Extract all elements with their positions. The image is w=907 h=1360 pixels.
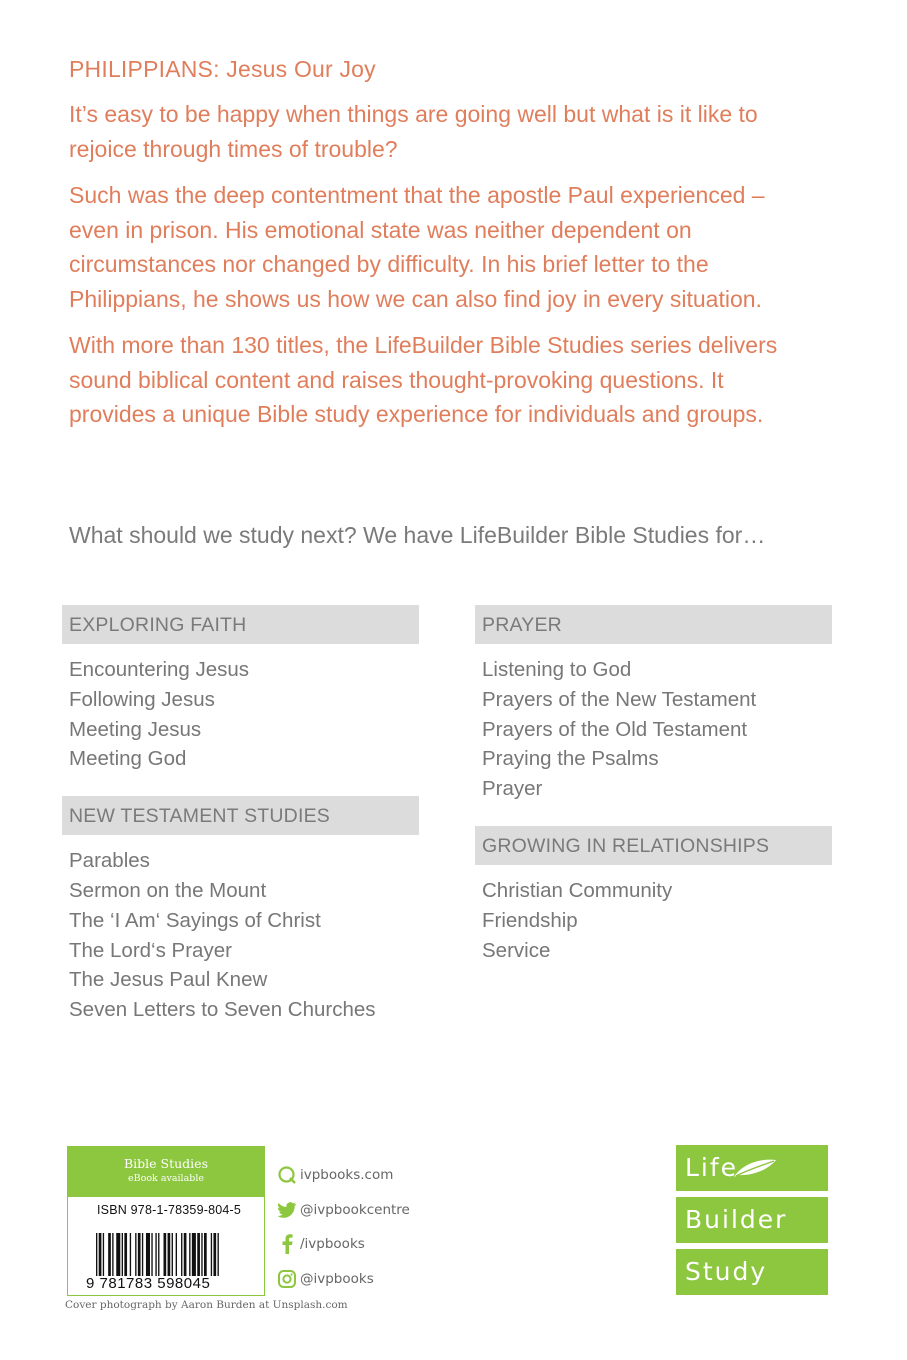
intro-paragraph-2: Such was the deep contentment that the apostle Paul experienced – even in prison. His emotional state was neither dependent on circumstances nor changed by difficulty. In his brief letter to the Philippians, he shows us how we can also find joy in every situation.: [69, 182, 765, 312]
barcode-stripe: [151, 1233, 152, 1276]
website-icon: [276, 1164, 298, 1186]
title-list: [62, 835, 419, 1025]
facebook-text: /ivpbooks: [300, 1236, 365, 1253]
logo-block-life: [676, 1145, 828, 1191]
barcode-stripe: [197, 1233, 200, 1276]
barcode-stripe: [213, 1233, 216, 1276]
list-item: Listening to God: [482, 658, 632, 681]
barcode-stripe: [204, 1233, 207, 1276]
logo-block-study: [676, 1249, 828, 1295]
list-item: The Lord‘s Prayer: [69, 938, 232, 962]
lifebuilder-logo: [676, 1145, 828, 1301]
facebook-link[interactable]: [276, 1227, 410, 1262]
title-list: [475, 644, 832, 804]
logo-block-builder: [676, 1197, 828, 1243]
barcode-stripe: [211, 1233, 212, 1276]
photo-credit: Cover photograph by Aaron Burden at Unsplash.com: [65, 1299, 348, 1311]
logo-word-life: Life: [685, 1153, 739, 1182]
list-item: Prayers of the New Testament: [482, 687, 757, 711]
category-heading: GROWING IN RELATIONSHIPS: [475, 826, 832, 865]
barcode-panel: [67, 1146, 265, 1296]
ebook-label: eBook available: [128, 1173, 204, 1184]
intro-paragraph-3: With more than 130 titles, the LifeBuilder Bible Studies series delivers sound biblical content and raises thought-provoking questions. It provides a unique Bible study experience for individuals and groups.: [69, 332, 778, 427]
logo-word-builder: Builder: [685, 1205, 788, 1234]
twitter-icon: [276, 1199, 298, 1221]
barcode-stripe: [192, 1233, 196, 1276]
barcode-image: [96, 1233, 258, 1276]
website-text: ivpbooks.com: [300, 1167, 394, 1184]
list-item: Parables: [69, 849, 150, 873]
list-item: Christian Community: [482, 878, 673, 902]
barcode-stripe: [122, 1233, 123, 1276]
barcode-stripe: [155, 1233, 156, 1276]
facebook-icon: [276, 1233, 298, 1255]
barcode-stripe: [181, 1233, 182, 1276]
title-list: [475, 865, 832, 965]
category-heading: EXPLORING FAITH: [62, 605, 419, 644]
website-link[interactable]: [276, 1158, 410, 1193]
instagram-link[interactable]: [276, 1262, 410, 1297]
list-item: Meeting Jesus: [69, 717, 202, 741]
left-column: [62, 605, 419, 1047]
twitter-text: @ivpbookcentre: [300, 1201, 410, 1218]
barcode-stripe: [99, 1233, 102, 1276]
barcode-stripe: [176, 1233, 177, 1276]
barcode-stripe: [124, 1233, 127, 1276]
bible-studies-label: Bible Studies: [123, 1156, 208, 1171]
book-title: PHILIPPIANS: Jesus Our Joy: [69, 56, 376, 82]
social-links: [276, 1158, 410, 1296]
barcode-stripe: [138, 1233, 141, 1276]
logo-word-study: Study: [685, 1257, 768, 1286]
right-column: [475, 605, 832, 987]
barcode-stripe: [189, 1233, 190, 1276]
barcode-stripe: [116, 1233, 120, 1276]
list-item: The ‘I Am‘ Sayings of Christ: [69, 908, 321, 932]
barcode-stripe: [158, 1233, 159, 1276]
list-item: Prayers of the Old Testament: [482, 717, 748, 741]
barcode-stripe: [130, 1233, 131, 1276]
barcode-stripe: [172, 1233, 173, 1276]
barcode-stripe: [103, 1233, 104, 1276]
twitter-link[interactable]: [276, 1193, 410, 1228]
instagram-icon: [276, 1268, 298, 1290]
barcode-stripe: [142, 1233, 143, 1276]
barcode-stripe: [164, 1233, 167, 1276]
category-relationships: [475, 826, 832, 965]
category-new-testament: [62, 796, 419, 1025]
barcode-stripe: [96, 1233, 97, 1276]
next-prompt: What should we study next? We have LifeBuilder Bible Studies for…: [69, 522, 766, 548]
instagram-text: @ivpbooks: [300, 1270, 374, 1287]
list-item: Prayer: [482, 777, 543, 801]
barcode-stripe: [168, 1233, 171, 1276]
list-item: Seven Letters to Seven Churches: [69, 998, 376, 1022]
list-item: Following Jesus: [69, 687, 215, 711]
barcode-stripe: [146, 1233, 150, 1276]
title-list: [62, 644, 419, 774]
category-heading: PRAYER: [475, 605, 832, 644]
barcode-stripe: [201, 1233, 202, 1276]
list-item: Praying the Psalms: [482, 747, 659, 771]
barcode-stripe: [218, 1233, 219, 1276]
barcode-label-band: [68, 1147, 264, 1197]
category-prayer: [475, 605, 832, 804]
barcode-stripe: [112, 1233, 113, 1276]
list-item: Friendship: [482, 908, 578, 932]
intro-paragraph-1: It’s easy to be happy when things are going well but what is it like to rejoice through times of trouble?: [69, 101, 758, 162]
barcode-digits: 9 781783 598045: [86, 1275, 211, 1292]
list-item: Meeting God: [69, 747, 187, 771]
barcode-stripe: [135, 1233, 136, 1276]
barcode-stripe: [108, 1233, 111, 1276]
list-item: Encountering Jesus: [69, 658, 250, 681]
list-item: Sermon on the Mount: [69, 878, 267, 902]
barcode-stripe: [184, 1233, 187, 1276]
list-item: Service: [482, 938, 551, 962]
category-heading: NEW TESTAMENT STUDIES: [62, 796, 419, 835]
leaf-icon: [732, 1156, 778, 1180]
list-item: The Jesus Paul Knew: [69, 968, 268, 992]
intro-section: [69, 56, 789, 444]
isbn-text: ISBN 978-1-78359-804-5: [97, 1203, 242, 1217]
category-exploring-faith: [62, 605, 419, 774]
